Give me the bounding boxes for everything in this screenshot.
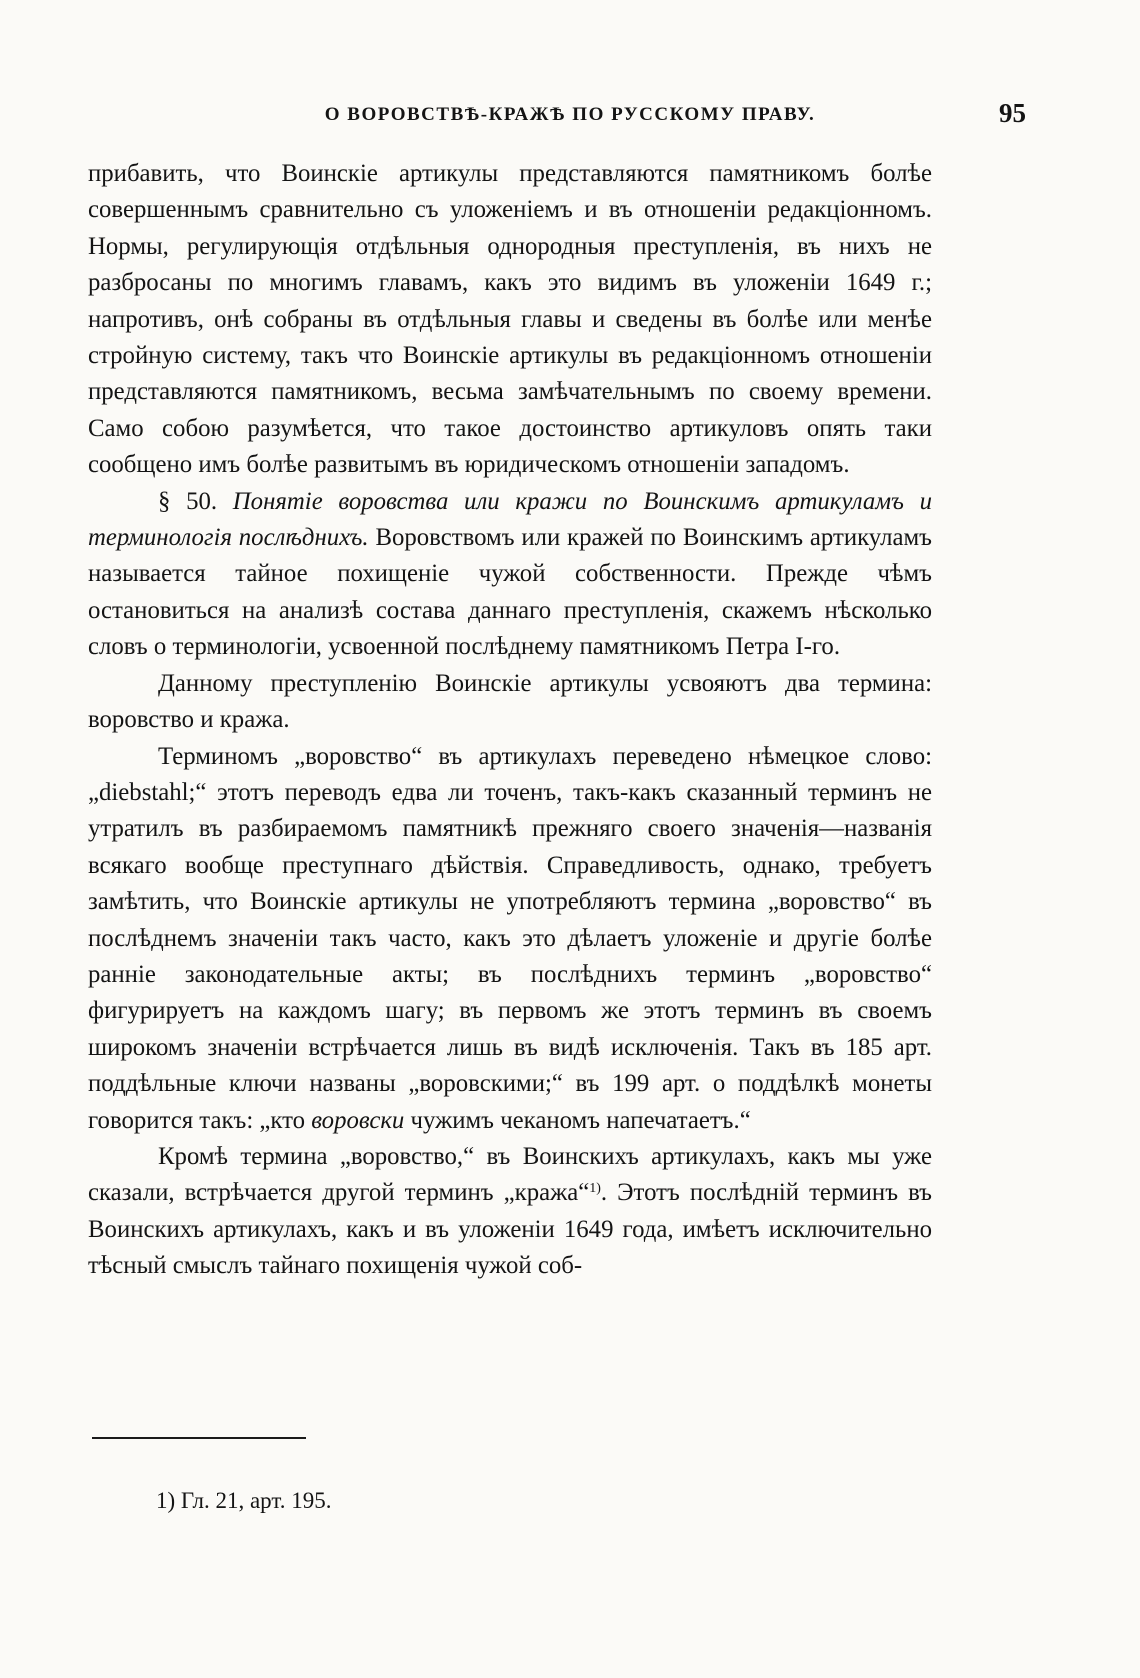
paragraph-4 [88, 739, 932, 1139]
paragraph-3 [88, 666, 932, 739]
paragraph-5 [88, 1139, 932, 1285]
paragraph-1-text: прибавить, что Воинскіе артикулы представляются памятникомъ болѣе совершеннымъ сравнительно съ уложеніемъ и въ отношеніи редакціонномъ. Нормы, регулирующія отдѣльныя однородныя преступленія, въ нихъ не разбросаны по многимъ главамъ, какъ это видимъ въ уложеніи 1649 г.; напротивъ, онѣ собраны въ отдѣльныя главы и сведены въ болѣе или менѣе стройную систему, такъ что Воинскіе артикулы въ редакціонномъ отношеніи представляются памятникомъ, весьма замѣчательнымъ по своему времени. Само собою разумѣется, что такое достоинство артикуловъ опять таки сообщено имъ болѣе развитымъ въ юридическомъ отношеніи западомъ. [88, 160, 932, 479]
paragraph-5-text-a: Кромѣ термина „воровство,“ въ Воинскихъ артикулахъ, какъ мы уже сказали, встрѣчается другой терминъ „кража“ [88, 1142, 932, 1207]
paragraph-2 [88, 484, 932, 666]
paragraph-5-text-b: . Этотъ послѣдній терминъ въ Воинскихъ артикулахъ, какъ и въ уложеніи 1649 года, имѣетъ исключительно тѣсный смыслъ тайнаго похищенія чужой соб- [88, 1179, 932, 1280]
paragraph-4-text-b: чужимъ чеканомъ напечатаетъ.“ [410, 1106, 751, 1134]
footnote-marker: 1) [156, 1488, 176, 1513]
paragraph-2-text: Воровствомъ или кражей по Воинскимъ артикуламъ называется тайное похищеніе чужой собственности. Прежде чѣмъ остановиться на анализѣ состава даннаго преступленія, скажемъ нѣсколько словъ о терминологіи, усвоенной послѣднему памятникомъ Петра I-го. [88, 524, 933, 661]
footnote-text: Гл. 21, арт. 195. [175, 1488, 332, 1513]
section-number: § 50. [158, 487, 218, 515]
paragraph-4-text-a: Терминомъ „воровство“ въ артикулахъ переведено нѣмецкое слово: „diebstahl;“ этотъ переводъ едва ли точенъ, такъ-какъ сказанный терминъ не утратилъ въ разбираемомъ памятникѣ прежняго своего значенія—названія всякаго вообще преступнаго дѣйствія. Справедливость, однако, требуетъ замѣтить, что Воинскіе артикулы не употребляютъ термина „воровство“ въ послѣднемъ значеніи такъ часто, какъ это дѣлаетъ уложеніе и другіе болѣе ранніе законодательные акты; въ послѣднихъ терминъ „воровство“ фигурируетъ на каждомъ шагу; въ первомъ же этотъ терминъ въ своемъ широкомъ значеніи встрѣчается лишь въ видѣ исключенія. Такъ въ 185 арт. поддѣльные ключи названы „воровскими;“ въ 199 арт. о поддѣлкѣ монеты говорится такъ: „кто [88, 742, 932, 1134]
body-text [88, 156, 932, 1285]
paragraph-4-italic-word: воровски [311, 1106, 405, 1134]
footnote [156, 1488, 331, 1514]
running-head [90, 98, 1050, 138]
footnote-reference[interactable]: 1) [589, 1181, 601, 1197]
page-number: 95 [999, 98, 1026, 128]
footnote-divider [92, 1437, 306, 1439]
paragraph-1 [88, 156, 932, 484]
section-title: Понятіе воровства или кражи по Воинскимъ артикуламъ и терминологія послѣднихъ. [88, 487, 932, 552]
running-title: О ВОРОВСТВѢ-КРАЖѢ ПО РУССКОМУ ПРАВУ. [324, 104, 816, 125]
paragraph-3-text: Данному преступленію Воинскіе артикулы усвояютъ два термина: воровство и кража. [88, 669, 932, 734]
